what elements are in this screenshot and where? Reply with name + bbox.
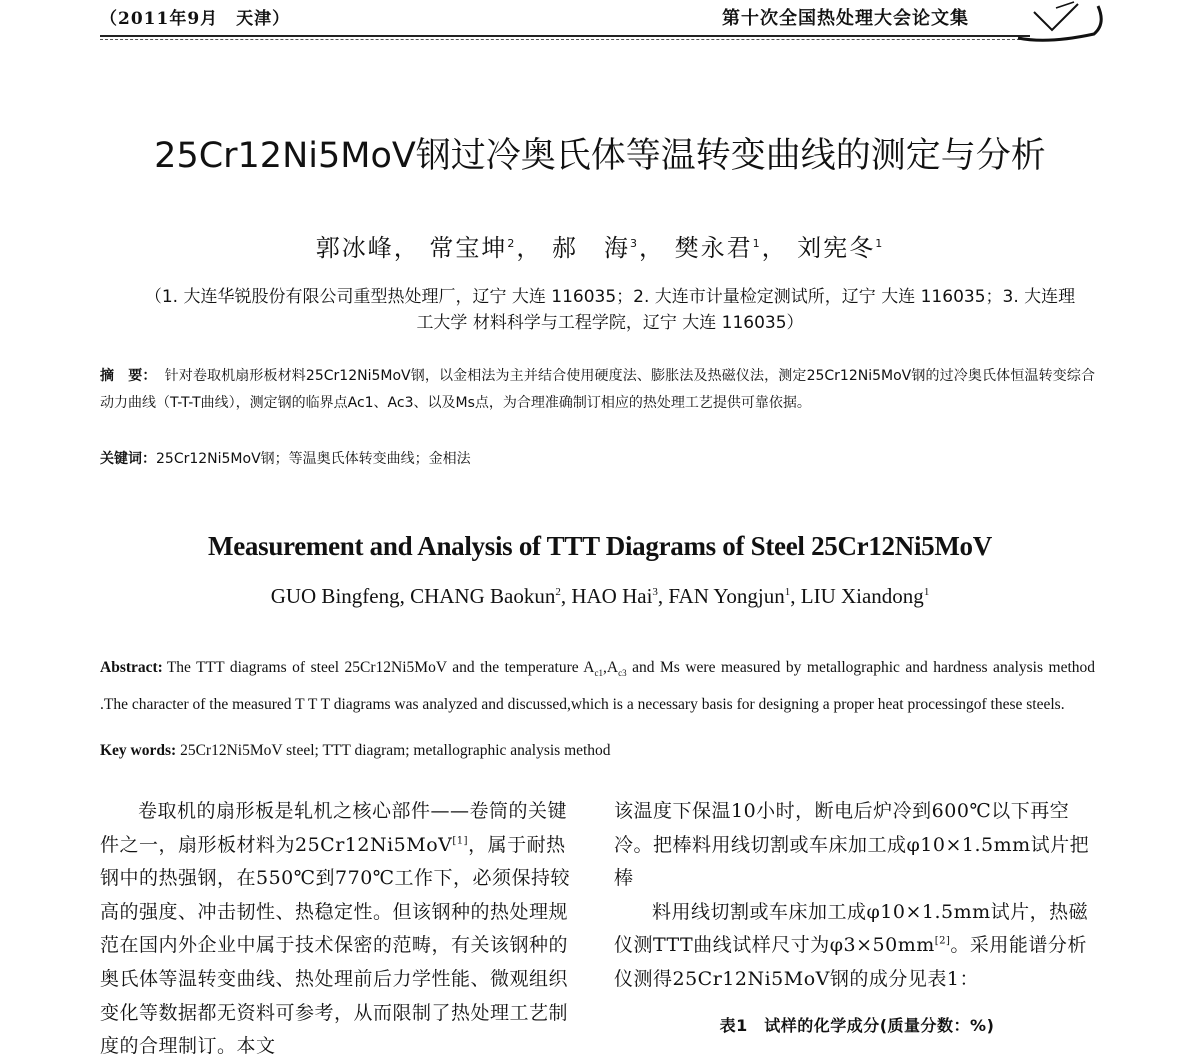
author-name: CHANG Baokun [410, 584, 556, 608]
table-caption: 表1 试样的化学成分(质量分数：%) [719, 1015, 995, 1035]
proceedings-logo-icon [1008, 0, 1108, 44]
author-name: FAN Yongjun [668, 584, 785, 608]
author-name: 常宝坤 [429, 234, 508, 262]
keywords-cn [100, 448, 471, 468]
body-column-left [100, 795, 578, 1064]
affiliations-cn: （1. 大连华锐股份有限公司重型热处理厂，辽宁 大连 116035；2. 大连市计量检定测试所，辽宁 大连 116035；3. 大连理工大学 材料科学与工程学院，辽宁 大连 116035） [144, 287, 1076, 333]
author-name: 郭冰峰 [315, 234, 394, 262]
abstract-text-cn: 针对卷取机扇形板材料25Cr12Ni5MoV钢，以金相法为主并结合使用硬度法、膨胀法及热磁仪法，测定25Cr12Ni5MoV钢的过冷奥氏体恒温转变综合动力曲线（T-T-T曲线），测定钢的临界点Ac1、Ac3、以及Ms点，为合理准确制订相应的热处理工艺提供可靠依据。 [100, 368, 1096, 411]
abstract-label-en: Abstract: [100, 659, 163, 676]
citation-ref: [2] [934, 936, 951, 948]
author-name: GUO Bingfeng [270, 584, 400, 608]
body-paragraph: 卷取机的扇形板是轧机之核心部件——卷筒的关键件之一，扇形板材料为25Cr12Ni5MoV[1]，属于耐热钢中的热强钢，在550℃到770℃工作下，必须保持较高的强度、冲击韧性、热稳定性。但该钢种的热处理规范在国内外企业中属于技术保密的范畴，有关该钢种的奥氏体等温转变曲线、热处理前后力学性能、微观组织变化等数据都无资料可参考，从而限制了热处理工艺制度的合理制订。本文 [100, 800, 571, 1058]
keywords-text-cn: 25Cr12Ni5MoV钢；等温奥氏体转变曲线；金相法 [156, 451, 471, 467]
keywords-text-en: 25Cr12Ni5MoV steel; TTT diagram; metallographic analysis method [180, 742, 611, 759]
body-paragraph: 该温度下保温10小时，断电后炉冷到600℃以下再空冷。把棒料用线切割或车床加工成φ10×1.5mm试片把棒 [614, 800, 1090, 890]
author-list-cn: 郭冰峰， 常宝坤$^2$， 郝 海$^3$， 樊永君$^1$， 刘宪冬$^1$ [315, 234, 885, 262]
author-name: 刘宪冬 [797, 234, 876, 262]
header-rule-dashed [100, 39, 1030, 40]
keywords-en [100, 742, 611, 760]
abstract-cn [100, 363, 1095, 417]
body-paragraph: 料用线切割或车床加工成φ10×1.5mm试片，热磁仪测TTT曲线试样尺寸为φ3×50mm[2]。采用能谱分析仪测得25Cr12Ni5MoV钢的成分见表1： [614, 900, 1089, 990]
body-column-right [614, 795, 1100, 1042]
author-name: HAO Hai [571, 584, 653, 608]
keywords-label-cn: 关键词： [100, 451, 156, 467]
author-list-en: GUO Bingfeng, CHANG Baokun$^2$, HAO Hai$^3$, FAN Yongjun$^1$, LIU Xiandong$^1$ [270, 584, 930, 608]
citation-ref: [1] [452, 835, 469, 847]
header-conference-date: （2011年9月 天津） [100, 9, 291, 29]
author-name: 郝 海 [552, 234, 630, 262]
paper-title-cn: 25Cr12Ni5MoV钢过冷奥氏体等温转变曲线的测定与分析 [154, 136, 1046, 176]
paper-title-en: Measurement and Analysis of TTT Diagrams of Steel 25Cr12Ni5MoV [208, 531, 992, 561]
header-rule [100, 35, 1030, 37]
header-proceedings-title: 第十次全国热处理大会论文集 [722, 8, 969, 29]
keywords-label-en: Key words: [100, 742, 177, 759]
abstract-label-cn: 摘 要： [100, 368, 157, 384]
author-name: LIU Xiandong [800, 584, 924, 608]
abstract-en: Abstract: The TTT diagrams of steel 25Cr12Ni5MoV and the temperature $A_{c1},A_{c3}$ and Ms were measured by metallographic and hardness analysis method .The character of the measured T T T diagrams was analyzed and discussed,which is a necessary basis for designing a proper heat processingof these steels. [100, 659, 1096, 714]
author-name: 樊永君 [674, 234, 753, 262]
